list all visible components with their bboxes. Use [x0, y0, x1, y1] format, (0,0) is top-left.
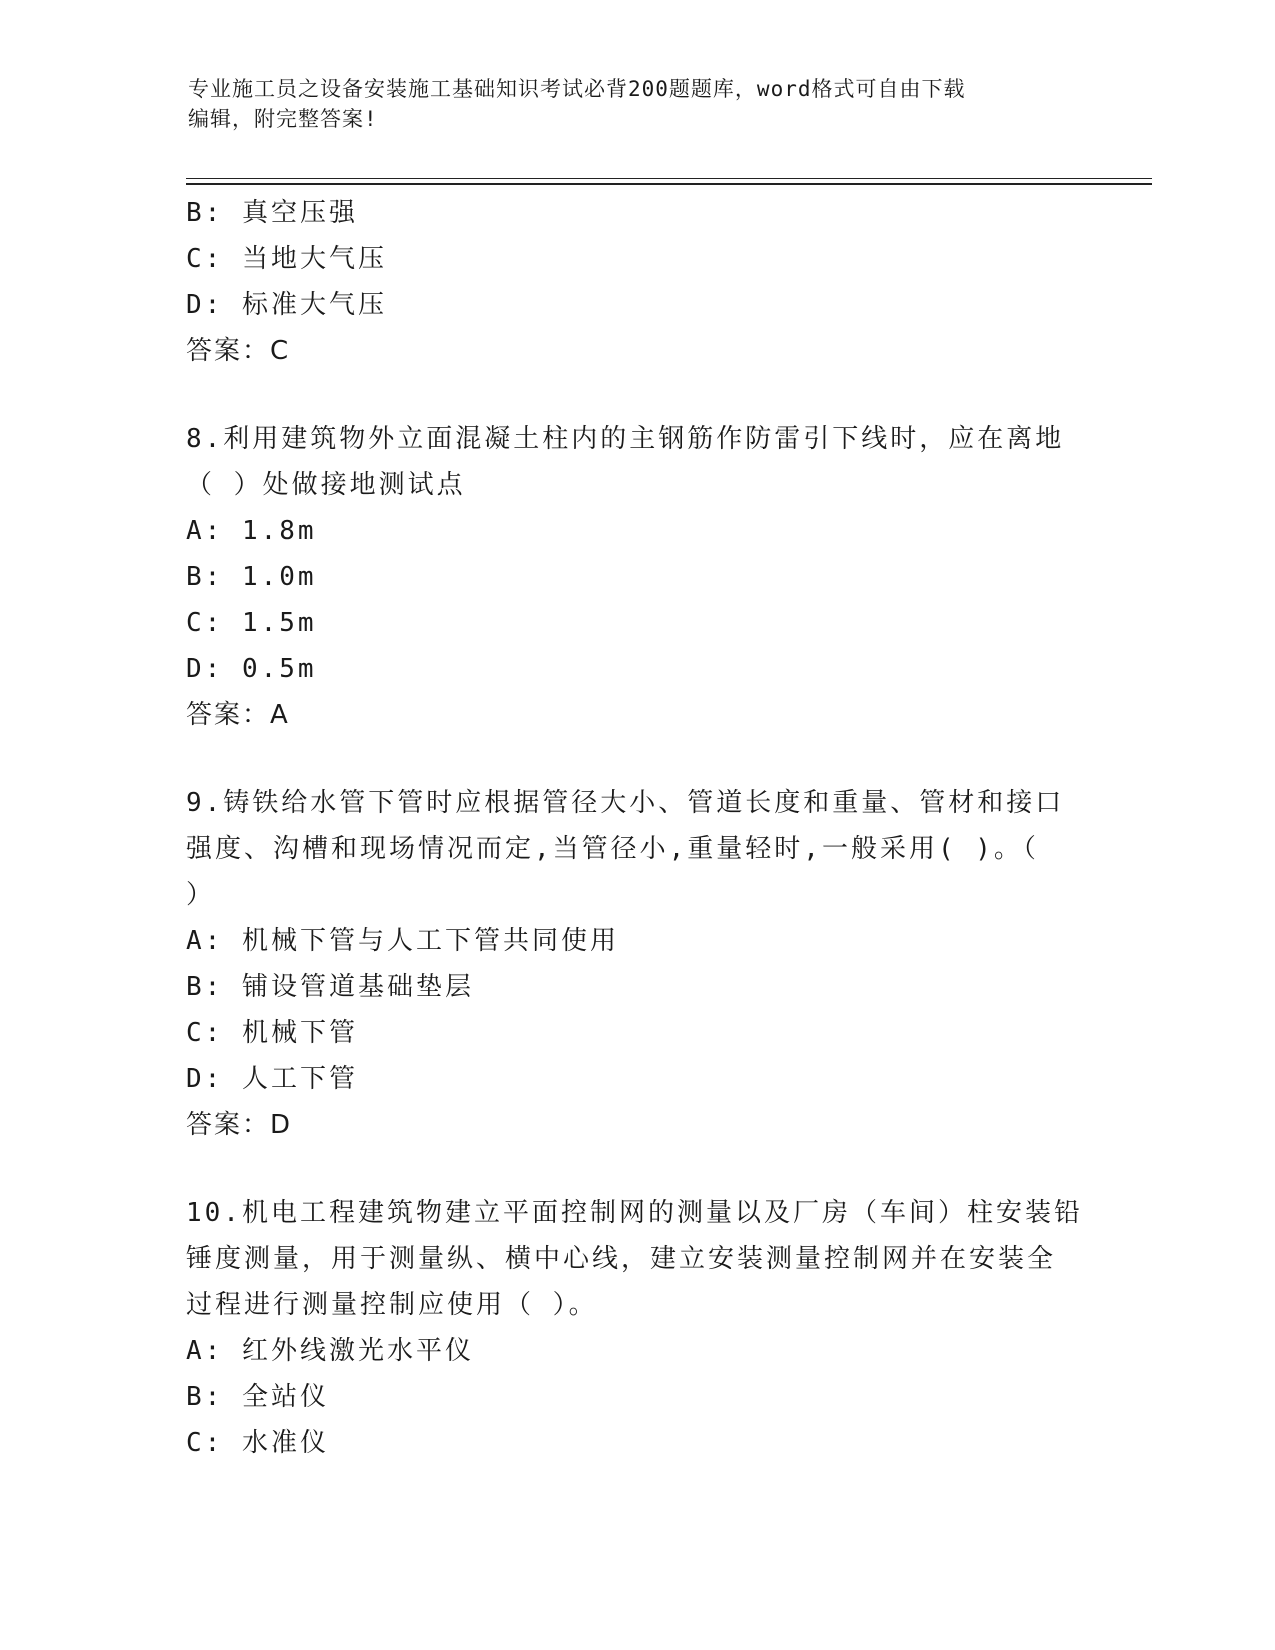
option-b: B: 铺设管道基础垫层	[186, 972, 474, 1002]
question-9	[186, 780, 1066, 1148]
question-stem-line: 10.机电工程建筑物建立平面控制网的测量以及厂房（车间）柱安装铅	[186, 1198, 1083, 1228]
question-stem-line: 强度、沟槽和现场情况而定,当管径小,重量轻时,一般采用( )。（	[186, 834, 1039, 864]
question-8	[186, 416, 1066, 738]
spacer	[186, 1148, 1086, 1190]
header-title-line1: 专业施工员之设备安装施工基础知识考试必背200题题库，word格式可自由下载	[188, 77, 966, 101]
option-c: C: 机械下管	[186, 1018, 358, 1048]
spacer	[186, 738, 1086, 780]
header-title-line2: 编辑，附完整答案!	[188, 107, 378, 131]
question-stem-line: （ ）处做接地测试点	[186, 470, 466, 500]
answer-line: 答案：D	[186, 1110, 293, 1140]
question-stem-line: 过程进行测量控制应使用（ ）。	[186, 1290, 598, 1320]
option-c: C: 当地大气压	[186, 244, 387, 274]
question-10	[186, 1190, 1083, 1466]
option-a: A: 红外线激光水平仪	[186, 1336, 474, 1366]
option-a: A: 1.8m	[186, 516, 317, 546]
question-stem-line: 锤度测量，用于测量纵、横中心线，建立安装测量控制网并在安装全	[186, 1244, 1057, 1274]
question-7-tail	[186, 190, 1066, 374]
answer-line: 答案：C	[186, 336, 291, 366]
option-b: B: 全站仪	[186, 1382, 329, 1412]
answer-line: 答案：A	[186, 700, 290, 730]
option-b: B: 1.0m	[186, 562, 317, 592]
question-stem-line: ）	[186, 880, 216, 910]
header-divider-top	[186, 178, 1152, 179]
option-c: C: 1.5m	[186, 608, 317, 638]
option-d: D: 0.5m	[186, 654, 317, 684]
option-d: D: 标准大气压	[186, 290, 387, 320]
spacer	[186, 374, 1086, 416]
option-c: C: 水准仪	[186, 1428, 329, 1458]
option-d: D: 人工下管	[186, 1064, 358, 1094]
document-body	[186, 190, 1086, 1466]
question-stem-line: 9.铸铁给水管下管时应根据管径大小、管道长度和重量、管材和接口	[186, 788, 1065, 818]
document-header	[188, 74, 1088, 134]
header-divider-bottom	[186, 183, 1152, 185]
option-b: B: 真空压强	[186, 198, 358, 228]
question-stem-line: 8.利用建筑物外立面混凝土柱内的主钢筋作防雷引下线时，应在离地	[186, 424, 1065, 454]
option-a: A: 机械下管与人工下管共同使用	[186, 926, 619, 956]
